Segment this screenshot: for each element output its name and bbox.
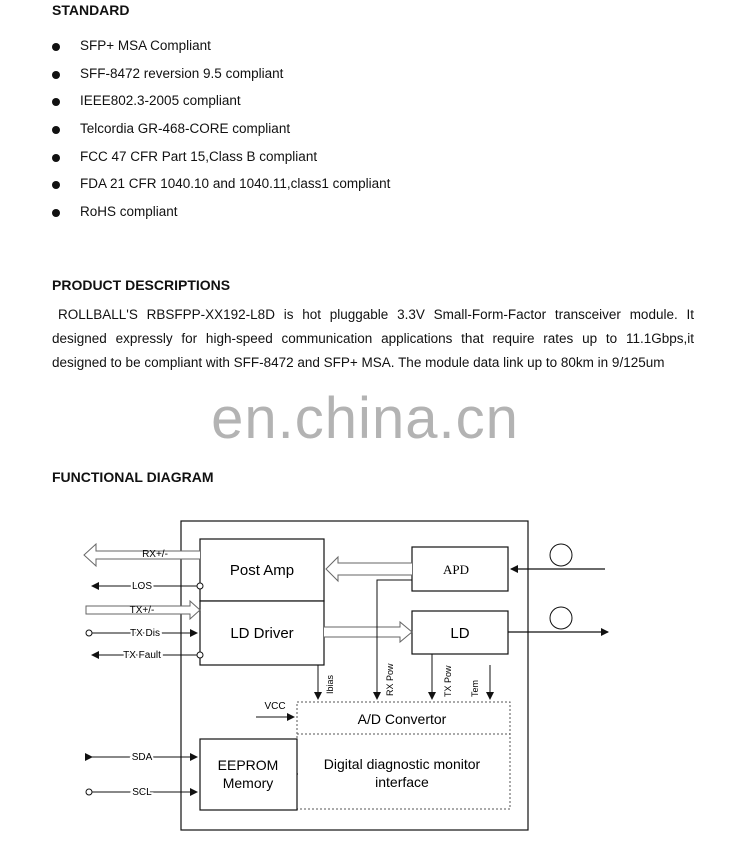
tem-label: Tem xyxy=(470,679,480,697)
tx-pow-label: TX Pow xyxy=(443,665,453,697)
list-item-text: FDA 21 CFR 1040.10 and 1040.11,class1 compliant xyxy=(80,176,391,192)
eeprom-label-line1: EEPROM xyxy=(217,757,279,773)
post-amp-label: Post Amp xyxy=(229,562,295,579)
tx-fault-pin xyxy=(197,652,203,658)
apd-label: APD xyxy=(442,562,470,577)
rx-signal-label: RX+/- xyxy=(142,549,168,560)
driver-to-ld-arrow xyxy=(324,622,412,642)
rx-pow-label: RX Pow xyxy=(385,663,395,696)
ld-label: LD xyxy=(450,625,470,642)
los-pin xyxy=(197,583,203,589)
ibias-label: Ibias xyxy=(325,674,335,694)
list-item-text: FCC 47 CFR Part 15,Class B compliant xyxy=(80,148,318,164)
tx-signal-label: TX+/- xyxy=(129,605,155,616)
ad-convertor-label: A/D Convertor xyxy=(357,711,447,727)
tx-dis-signal-label: TX Dis xyxy=(130,628,160,639)
scl-pin xyxy=(86,789,92,795)
product-heading: PRODUCT DESCRIPTIONS xyxy=(52,277,231,293)
list-item-text: SFF-8472 reversion 9.5 compliant xyxy=(80,65,284,81)
tx-fiber-icon xyxy=(550,607,572,629)
product-description-text: ROLLBALL'S RBSFPP-XX192-L8D is hot pluggable 3.3V Small-Form-Factor transceiver module. It designed expressly for high-speed communication applications that require rates up to 11.1Gbps,it designed to be compliant with SFF-8472 and SFP+ MSA. The module data link up to 80km in 9/125um xyxy=(52,307,694,370)
ld-driver-label: LD Driver xyxy=(230,625,294,642)
watermark: en.china.cn xyxy=(211,386,519,451)
rx-fiber-icon xyxy=(550,544,572,566)
list-item-text: RoHS compliant xyxy=(80,204,178,220)
list-item-text: SFP+ MSA Compliant xyxy=(80,38,211,53)
list-item-text: IEEE802.3-2005 compliant xyxy=(80,93,241,109)
apd-to-postamp-arrow xyxy=(326,557,412,581)
tx-fault-signal-label: TX Fault xyxy=(123,650,161,661)
tx-dis-pin xyxy=(86,630,92,636)
ddm-label-line2: interface xyxy=(375,774,429,790)
standard-heading: STANDARD xyxy=(52,2,130,18)
vcc-label: VCC xyxy=(264,701,286,712)
los-signal-label: LOS xyxy=(131,581,153,592)
eeprom-label-line2: Memory xyxy=(222,775,274,791)
list-item-text: Telcordia GR-468-CORE compliant xyxy=(80,121,291,137)
sda-signal-label: SDA xyxy=(131,752,153,763)
scl-signal-label: SCL xyxy=(132,787,152,798)
functional-heading: FUNCTIONAL DIAGRAM xyxy=(52,469,214,485)
ddm-label-line1: Digital diagnostic monitor xyxy=(323,756,481,772)
